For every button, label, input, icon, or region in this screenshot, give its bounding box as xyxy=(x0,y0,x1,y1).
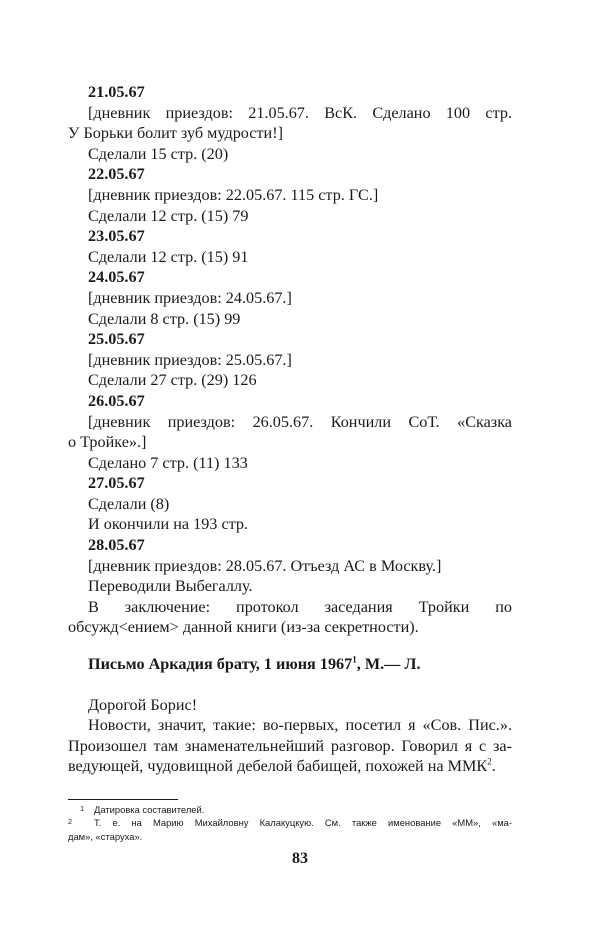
entry-date: 21.05.67 xyxy=(88,83,145,101)
spacer xyxy=(68,675,512,695)
work-progress: Переводили Выбегаллу. xyxy=(88,577,253,596)
work-progress: Сделали 15 стр. (20) xyxy=(88,144,229,163)
footnotes xyxy=(68,803,512,843)
diary-note: [дневник приездов: 26.05.67. Кончили СоТ. «Сказка xyxy=(88,412,512,431)
letter-paragraph-end: . xyxy=(491,757,496,776)
letter-paragraph-text: ведующей, чудовищной дебелой бабищей, похожей на ММК xyxy=(68,757,488,776)
footnote-mark: 1 xyxy=(80,806,84,813)
entry-date: 23.05.67 xyxy=(88,227,145,246)
page-number: 83 xyxy=(292,850,308,867)
footnote-mark: 2 xyxy=(68,819,72,827)
entry-date: 27.05.67 xyxy=(88,474,145,493)
footnote-ref: 1 xyxy=(352,654,357,665)
conclusion-text: В заключение: протокол заседания Тройки по xyxy=(88,597,512,616)
work-progress: Сделали 12 стр. (15) 91 xyxy=(88,247,249,266)
conclusion-continuation: обсужд<ением> данной книги (из-за секретности). xyxy=(68,618,419,637)
work-progress: Сделали 27 стр. (29) 126 xyxy=(88,371,257,390)
footnote-text: Т. е. на Марию Михайловну Калакуцкую. См. также именование «ММ», «ма- xyxy=(94,817,512,829)
letter-heading xyxy=(68,654,512,675)
diary-note: [дневник приездов: 28.05.67. Отъезд АС в Москву.] xyxy=(88,556,442,575)
entry-date: 24.05.67 xyxy=(88,268,145,287)
footnote-ref: 2 xyxy=(487,757,492,768)
entry-date: 26.05.67 xyxy=(88,391,145,410)
work-progress: Сделали (8) xyxy=(88,494,170,513)
letter-paragraph: Новости, значит, такие: во-первых, посетил я «Сов. Пис.». xyxy=(88,716,512,735)
letter-paragraph-continuation xyxy=(68,756,512,777)
footnote-divider xyxy=(68,799,178,800)
letter-heading-place: , М.— Л. xyxy=(356,655,421,674)
letter-heading-text: Письмо Аркадия брату, 1 июня 1967 xyxy=(88,655,353,674)
entry-date: 25.05.67 xyxy=(88,330,145,349)
letter-paragraph-continuation: Произошел там знаменательнейший разговор. Говорил я с за- xyxy=(68,736,512,755)
diary-note: [дневник приездов: 25.05.67.] xyxy=(88,350,292,369)
entry-date: 22.05.67 xyxy=(88,165,145,184)
diary-note: [дневник приездов: 22.05.67. 115 стр. ГС.] xyxy=(88,185,379,204)
diary-note: [дневник приездов: 24.05.67.] xyxy=(88,288,292,307)
footnote xyxy=(68,803,512,816)
diary-note-continuation: У Борьки болит зуб мудрости!] xyxy=(68,124,283,143)
letter-greeting: Дорогой Борис! xyxy=(88,695,198,714)
footnote-continuation: дам», «старуха». xyxy=(68,830,143,842)
footnote xyxy=(68,816,512,829)
work-progress: Сделано 7 стр. (11) 133 xyxy=(88,453,248,472)
work-progress: Сделали 12 стр. (15) 79 xyxy=(88,206,249,225)
entry-date: 28.05.67 xyxy=(88,536,145,555)
page-body xyxy=(68,82,512,777)
diary-note: [дневник приездов: 21.05.67. ВсК. Сделано 100 стр. xyxy=(88,103,512,122)
footnote-text: Датировка составителей. xyxy=(94,804,205,815)
diary-note-continuation: о Тройке».] xyxy=(68,433,147,452)
work-progress: Сделали 8 стр. (15) 99 xyxy=(88,309,241,328)
work-progress: И окончили на 193 стр. xyxy=(88,515,249,534)
